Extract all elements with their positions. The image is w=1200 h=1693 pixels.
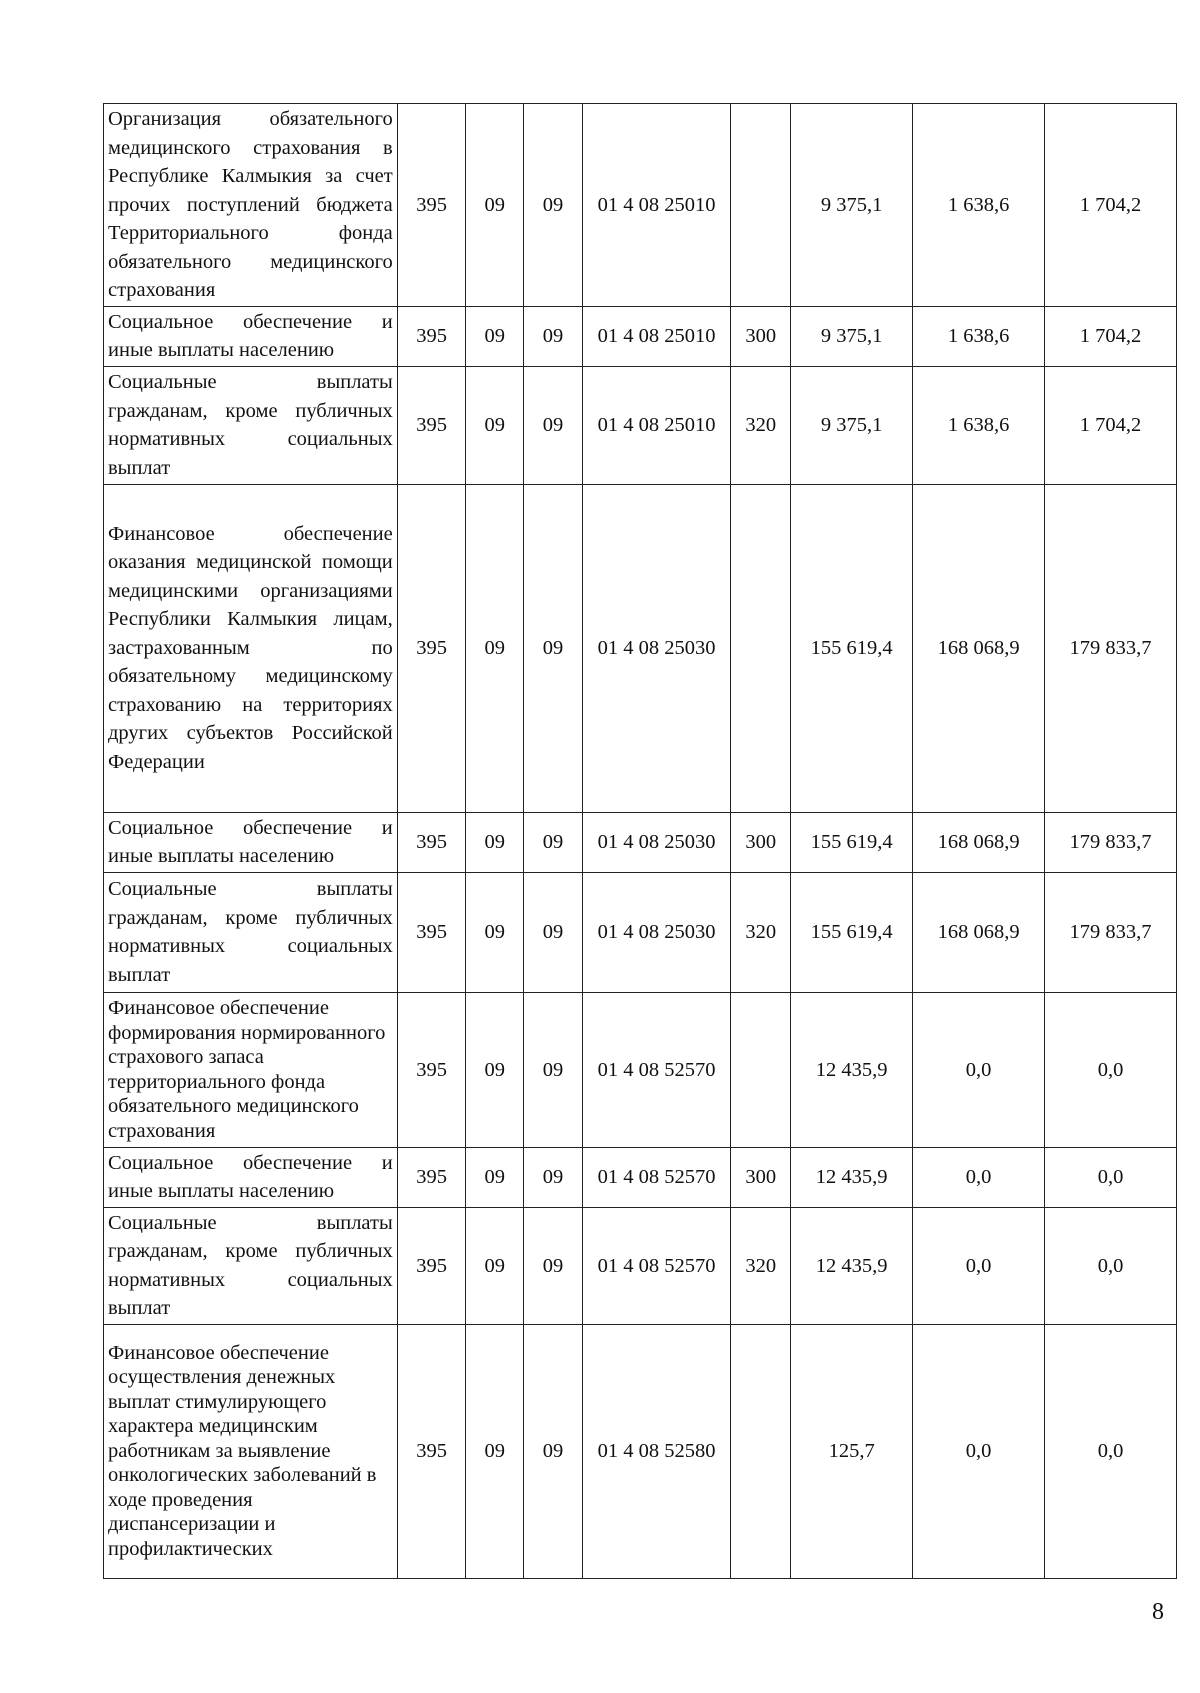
row-section: 09 — [466, 1324, 524, 1578]
row-grbs: 395 — [397, 484, 466, 812]
row-grbs: 395 — [397, 366, 466, 484]
table-row — [104, 812, 1177, 872]
row-grbs: 395 — [397, 1324, 466, 1578]
table-row — [104, 484, 1177, 812]
row-grbs: 395 — [397, 992, 466, 1147]
row-section: 09 — [466, 306, 524, 366]
row-subsection: 09 — [524, 484, 583, 812]
row-amount-year-1: 9 375,1 — [791, 366, 913, 484]
row-section: 09 — [466, 812, 524, 872]
row-amount-year-2: 1 638,6 — [913, 104, 1045, 307]
row-subsection: 09 — [524, 1324, 583, 1578]
row-expense-type: 300 — [731, 1147, 791, 1207]
row-expense-type: 320 — [731, 366, 791, 484]
row-expense-type: 300 — [731, 812, 791, 872]
row-target-article: 01 4 08 25030 — [582, 872, 731, 992]
row-target-article: 01 4 08 25010 — [582, 306, 731, 366]
row-amount-year-1: 155 619,4 — [791, 872, 913, 992]
row-amount-year-2: 168 068,9 — [913, 484, 1045, 812]
row-amount-year-3: 0,0 — [1045, 1324, 1177, 1578]
table-row — [104, 366, 1177, 484]
row-amount-year-3: 1 704,2 — [1045, 366, 1177, 484]
row-amount-year-3: 179 833,7 — [1045, 484, 1177, 812]
row-section: 09 — [466, 1207, 524, 1324]
row-grbs: 395 — [397, 306, 466, 366]
row-amount-year-3: 0,0 — [1045, 992, 1177, 1147]
row-name: Социальные выплаты гражданам, кроме публичных нормативных социальных выплат — [104, 872, 398, 992]
row-amount-year-3: 0,0 — [1045, 1147, 1177, 1207]
row-amount-year-2: 1 638,6 — [913, 306, 1045, 366]
row-amount-year-2: 0,0 — [913, 1207, 1045, 1324]
row-expense-type: 320 — [731, 872, 791, 992]
row-expense-type — [731, 484, 791, 812]
row-grbs: 395 — [397, 1147, 466, 1207]
row-section: 09 — [466, 366, 524, 484]
row-amount-year-3: 179 833,7 — [1045, 812, 1177, 872]
row-grbs: 395 — [397, 104, 466, 307]
row-subsection: 09 — [524, 1207, 583, 1324]
row-target-article: 01 4 08 25030 — [582, 484, 731, 812]
row-grbs: 395 — [397, 872, 466, 992]
row-section: 09 — [466, 104, 524, 307]
row-amount-year-2: 168 068,9 — [913, 872, 1045, 992]
row-amount-year-1: 9 375,1 — [791, 104, 913, 307]
row-subsection: 09 — [524, 812, 583, 872]
row-amount-year-2: 0,0 — [913, 1324, 1045, 1578]
row-name: Организация обязательного медицинского страхования в Республике Калмыкия за счет прочих поступлений бюджета Территориального фонда обязательного медицинского страхования — [104, 104, 398, 307]
row-subsection: 09 — [524, 104, 583, 307]
row-amount-year-3: 0,0 — [1045, 1207, 1177, 1324]
budget-table — [103, 103, 1177, 1579]
row-target-article: 01 4 08 25010 — [582, 366, 731, 484]
table-row — [104, 1207, 1177, 1324]
row-target-article: 01 4 08 25010 — [582, 104, 731, 307]
row-grbs: 395 — [397, 812, 466, 872]
row-subsection: 09 — [524, 366, 583, 484]
row-section: 09 — [466, 992, 524, 1147]
row-amount-year-1: 12 435,9 — [791, 1147, 913, 1207]
row-amount-year-2: 168 068,9 — [913, 812, 1045, 872]
table-row — [104, 1324, 1177, 1578]
row-subsection: 09 — [524, 1147, 583, 1207]
table-row — [104, 872, 1177, 992]
row-expense-type: 320 — [731, 1207, 791, 1324]
row-amount-year-3: 179 833,7 — [1045, 872, 1177, 992]
row-amount-year-2: 0,0 — [913, 1147, 1045, 1207]
row-amount-year-2: 0,0 — [913, 992, 1045, 1147]
row-amount-year-1: 155 619,4 — [791, 484, 913, 812]
row-expense-type — [731, 1324, 791, 1578]
page-number: 8 — [1152, 1599, 1164, 1625]
row-grbs: 395 — [397, 1207, 466, 1324]
row-amount-year-1: 12 435,9 — [791, 992, 913, 1147]
row-amount-year-3: 1 704,2 — [1045, 306, 1177, 366]
row-subsection: 09 — [524, 992, 583, 1147]
row-target-article: 01 4 08 25030 — [582, 812, 731, 872]
row-section: 09 — [466, 484, 524, 812]
table-row — [104, 104, 1177, 307]
table-row — [104, 1147, 1177, 1207]
row-amount-year-1: 12 435,9 — [791, 1207, 913, 1324]
row-subsection: 09 — [524, 306, 583, 366]
row-amount-year-3: 1 704,2 — [1045, 104, 1177, 307]
row-name: Социальные выплаты гражданам, кроме публичных нормативных социальных выплат — [104, 366, 398, 484]
row-expense-type: 300 — [731, 306, 791, 366]
row-target-article: 01 4 08 52570 — [582, 1147, 731, 1207]
row-target-article: 01 4 08 52570 — [582, 992, 731, 1147]
table-row — [104, 306, 1177, 366]
row-amount-year-2: 1 638,6 — [913, 366, 1045, 484]
row-name: Финансовое обеспечение осуществления денежных выплат стимулирующего характера медицинским работникам за выявление онкологических заболеваний в ходе проведения диспансеризации и профилактических — [104, 1324, 398, 1578]
row-amount-year-1: 9 375,1 — [791, 306, 913, 366]
row-name: Социальные выплаты гражданам, кроме публичных нормативных социальных выплат — [104, 1207, 398, 1324]
row-target-article: 01 4 08 52570 — [582, 1207, 731, 1324]
row-expense-type — [731, 992, 791, 1147]
row-section: 09 — [466, 1147, 524, 1207]
row-name: Финансовое обеспечение формирования нормированного страхового запаса территориального фонда обязательного медицинского страхования — [104, 992, 398, 1147]
row-section: 09 — [466, 872, 524, 992]
row-subsection: 09 — [524, 872, 583, 992]
row-amount-year-1: 125,7 — [791, 1324, 913, 1578]
row-name: Социальное обеспечение и иные выплаты населению — [104, 1147, 398, 1207]
row-name: Социальное обеспечение и иные выплаты населению — [104, 306, 398, 366]
table-row — [104, 992, 1177, 1147]
row-name: Финансовое обеспечение оказания медицинской помощи медицинскими организациями Республики Калмыкия лицам, застрахованным по обязательному медицинскому страхованию на территориях других субъектов Российской Федерации — [104, 484, 398, 812]
row-target-article: 01 4 08 52580 — [582, 1324, 731, 1578]
row-amount-year-1: 155 619,4 — [791, 812, 913, 872]
row-expense-type — [731, 104, 791, 307]
row-name: Социальное обеспечение и иные выплаты населению — [104, 812, 398, 872]
